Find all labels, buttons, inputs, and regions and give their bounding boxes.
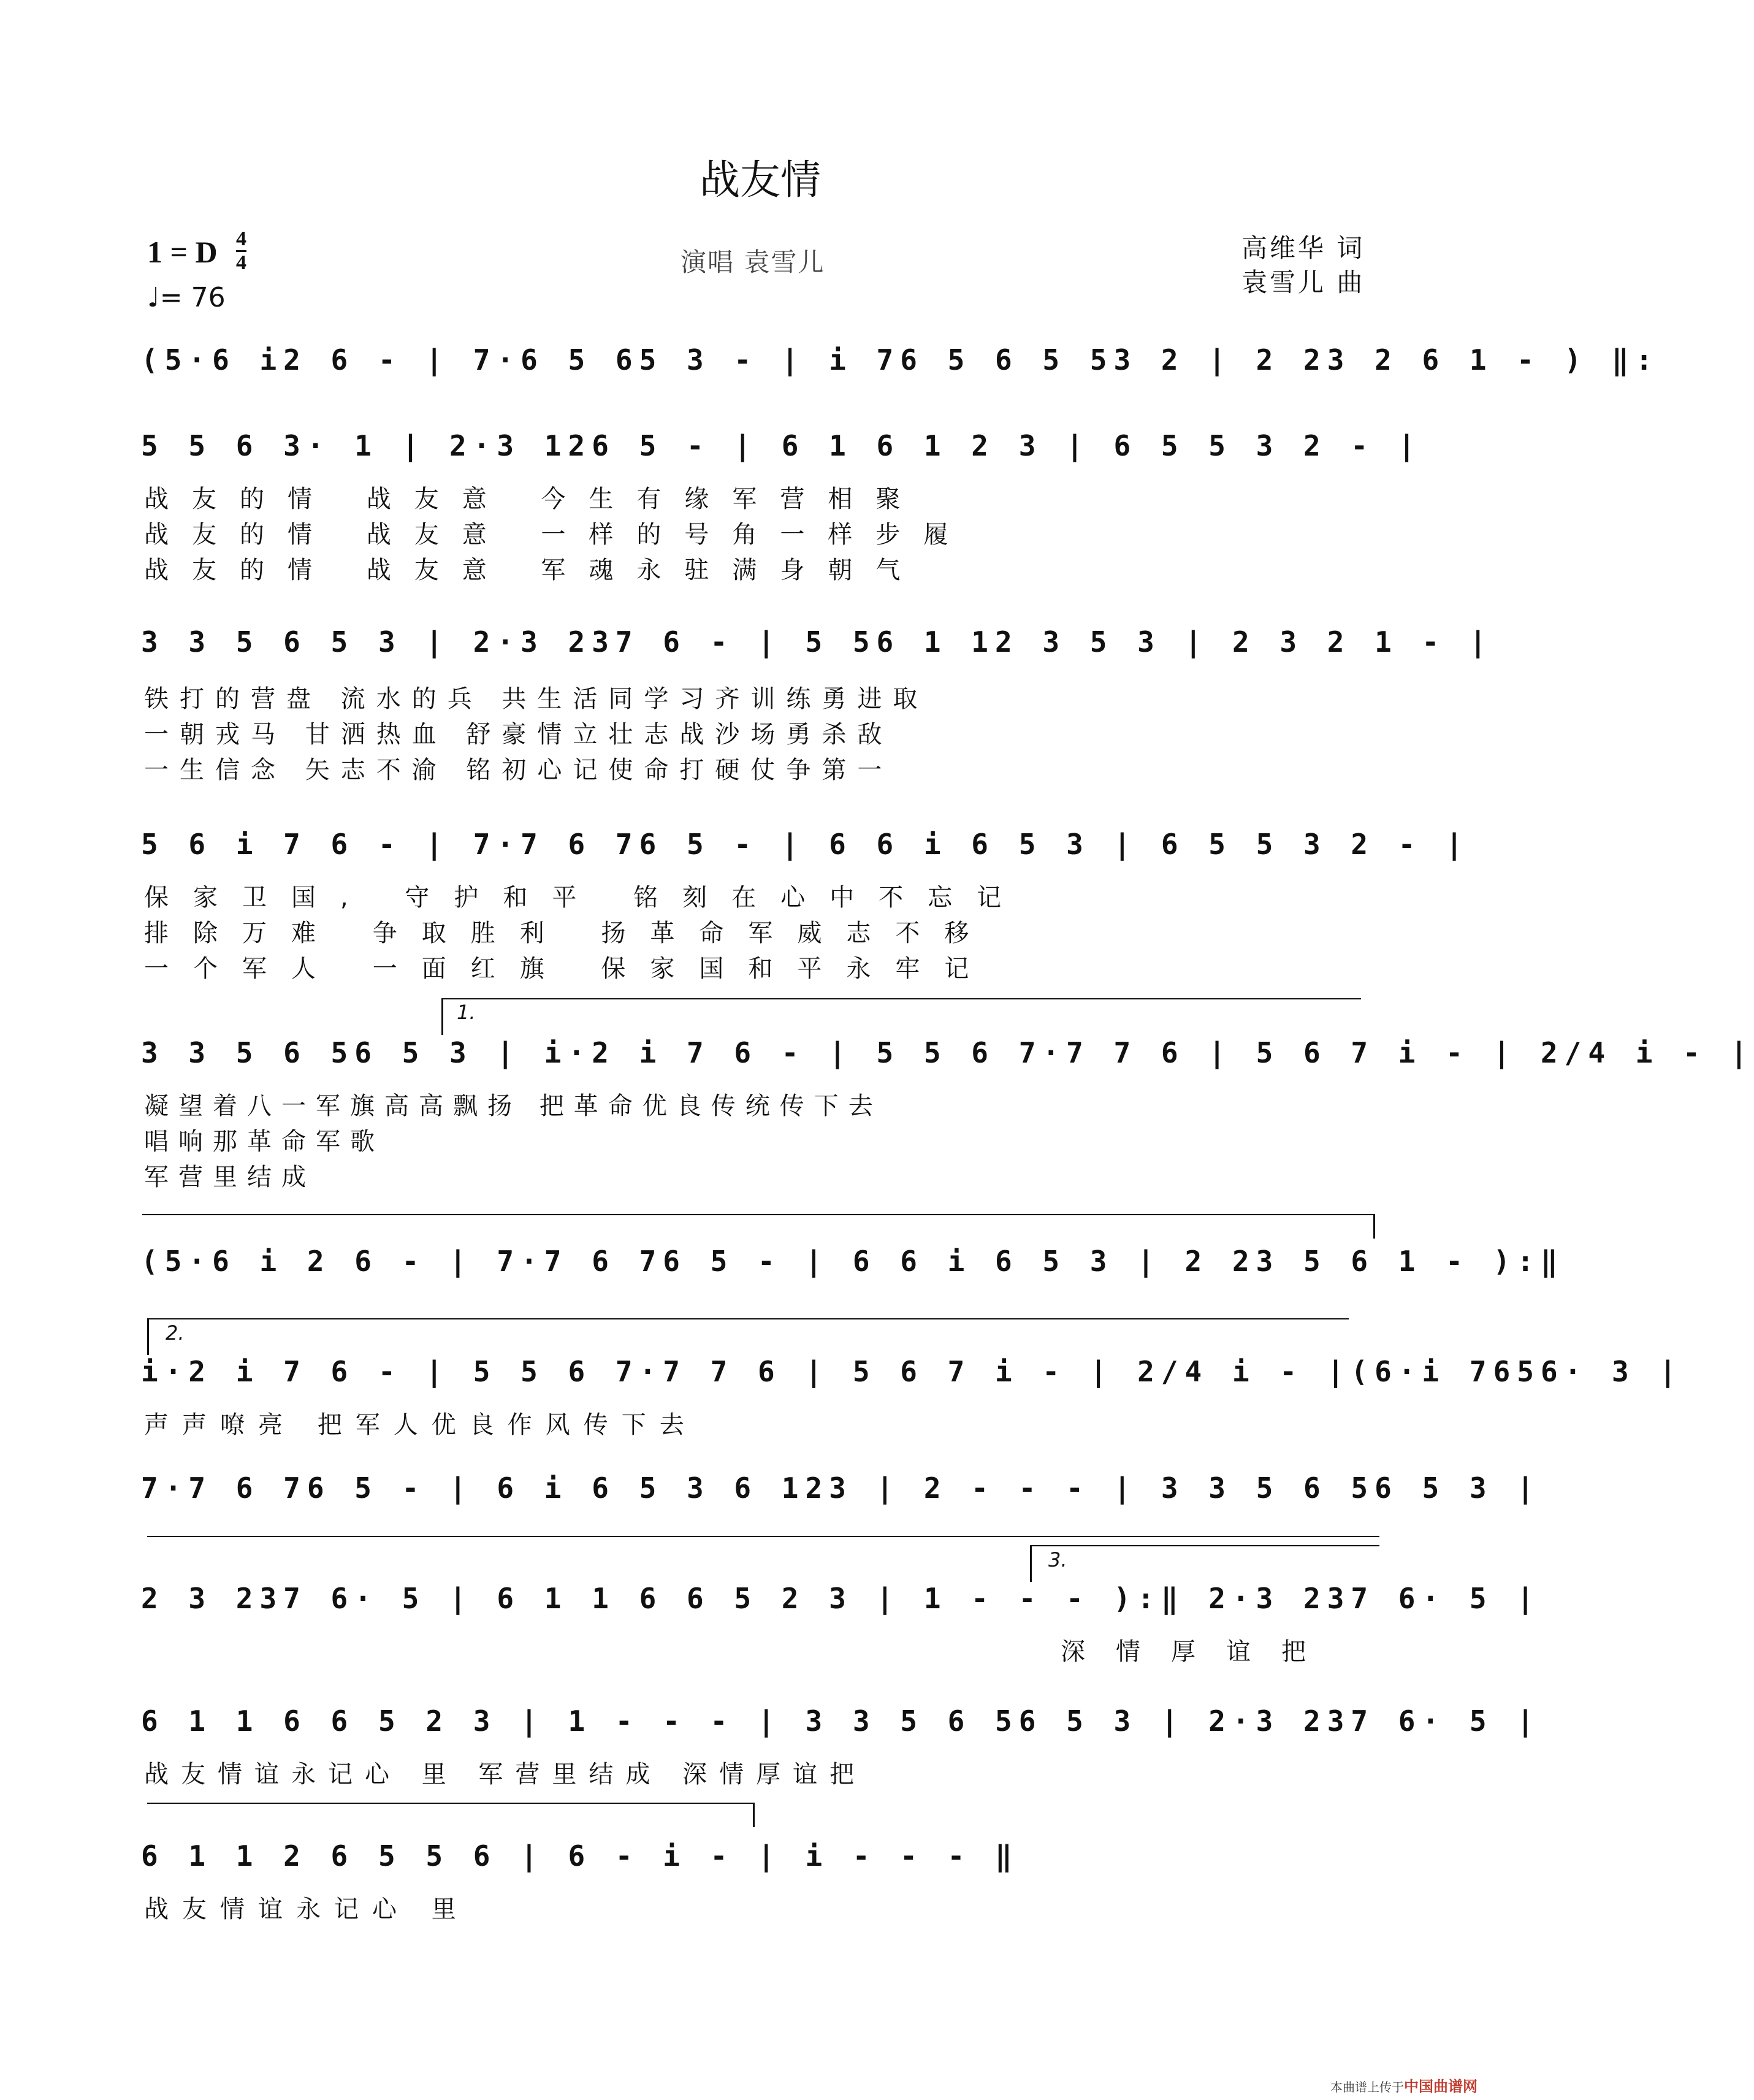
time-signature <box>236 228 246 274</box>
upload-note: 本曲谱上传于 <box>1330 2080 1404 2094</box>
notation-line-5: 3 3 5 6 56 5 3 | i·2 i 7 6 - | 5 5 6 7·7 7 6 | 5 6 7 i - | 2/4 i - | <box>141 1036 1754 1069</box>
volta-2-label: 2. <box>166 1321 185 1345</box>
composer-credit: 袁雪儿 曲 <box>1241 267 1365 297</box>
lyric-s2-verse3: 一生信念 矢志不渝 铭初心记使命打硬仗争第一 <box>144 756 893 784</box>
lyric-s4-verse3: 军营里结成 <box>144 1163 316 1191</box>
notation-line-2: 5 5 6 3· 1 | 2·3 126 5 - | 6 1 6 1 2 3 | 6 5 5 3 2 - | <box>141 429 1422 462</box>
notation-line-1: (5·6 i2 6 - | 7·6 5 65 3 - | i 76 5 6 5 53 2 | 2 23 2 6 1 - ) ‖: <box>141 343 1660 376</box>
site-logo[interactable]: 中国曲谱网 <box>1404 2078 1478 2095</box>
volta-3-bracket <box>1030 1545 1379 1546</box>
page-title: 战友情 <box>700 156 821 204</box>
notation-line-9: 2 3 237 6· 5 | 6 1 1 6 6 5 2 3 | 1 - - - ):‖ 2·3 237 6· 5 | <box>141 1582 1541 1615</box>
lyric-s2-verse1: 铁打的营盘 流水的兵 共生活同学习齐训练勇进取 <box>144 685 929 713</box>
volta-1-label: 1. <box>457 1001 476 1024</box>
interlude-bracket-hook <box>1373 1214 1375 1239</box>
lyric-s9-verse1: 战友情谊永记心 里 军营里结成 深情厚谊把 <box>144 1760 867 1789</box>
lyric-s4-verse2: 唱响那革命军歌 <box>144 1128 384 1156</box>
key-signature: 1 = D <box>147 235 218 269</box>
singer-credit: 演唱 袁雪儿 <box>681 247 825 277</box>
lyric-s1-verse3: 战友的情 战友意 军魂永驻满身朝气 <box>144 556 924 584</box>
lyric-s3-verse3: 一个军人 一面红旗 保家国和平永牢记 <box>144 955 994 983</box>
final-bracket <box>147 1803 754 1804</box>
notation-line-7: i·2 i 7 6 - | 5 5 6 7·7 7 6 | 5 6 7 i - | 2/4 i - |(6·i 7656· 3 | <box>141 1355 1683 1388</box>
lyric-s8-verse1: 深情厚谊把 <box>1061 1638 1336 1666</box>
volta-2-bracket <box>147 1318 1349 1319</box>
lyric-s3-verse1: 保家卫国, 守护和平 铭刻在心中不忘记 <box>144 884 1026 912</box>
notation-line-8: 7·7 6 76 5 - | 6 i 6 5 3 6 123 | 2 - - - | 3 3 5 6 56 5 3 | <box>141 1472 1541 1505</box>
time-numerator: 4 <box>236 227 246 250</box>
notation-line-6: (5·6 i 2 6 - | 7·7 6 76 5 - | 6 6 i 6 5 3 | 2 23 5 6 1 - ):‖ <box>141 1245 1565 1278</box>
lyric-s2-verse2: 一朝戎马 甘洒热血 舒豪情立壮志战沙场勇杀敌 <box>144 720 893 749</box>
lyric-s10-verse1: 战友情谊永记心 里 <box>144 1895 470 1923</box>
notation-line-11: 6 1 1 2 6 5 5 6 | 6 - i - | i - - - ‖ <box>141 1839 1019 1873</box>
lyric-s3-verse2: 排除万难 争取胜利 扬革命军威志不移 <box>144 919 994 947</box>
interlude-bracket <box>142 1214 1375 1215</box>
lyric-s1-verse1: 战友的情 战友意 今生有缘军营相聚 <box>144 485 924 513</box>
lyric-s1-verse2: 战友的情 战友意 一样的号角一样步履 <box>144 521 972 549</box>
volta-3-label: 3. <box>1048 1548 1067 1571</box>
notation-line-3: 3 3 5 6 5 3 | 2·3 237 6 - | 5 56 1 12 3 5 3 | 2 3 2 1 - | <box>141 625 1493 659</box>
time-denominator: 4 <box>236 251 246 274</box>
volta-1-hook <box>441 998 443 1035</box>
volta-2-hook <box>147 1318 149 1355</box>
lyric-s6-verse1: 声声嘹亮 把军人优良作风传下去 <box>144 1411 698 1439</box>
final-bracket-hook <box>753 1803 755 1827</box>
lyricist-credit: 高维华 词 <box>1241 233 1365 263</box>
volta-bracket-line <box>147 1536 1379 1537</box>
lyric-s4-verse1: 凝望着八一军旗高高飘扬 把革命优良传统传下去 <box>144 1092 883 1120</box>
volta-1-bracket <box>441 998 1361 999</box>
notation-line-10: 6 1 1 6 6 5 2 3 | 1 - - - | 3 3 5 6 56 5 3 | 2·3 237 6· 5 | <box>141 1705 1541 1738</box>
notation-line-4: 5 6 i 7 6 - | 7·7 6 76 5 - | 6 6 i 6 5 3 | 6 5 5 3 2 - | <box>141 828 1470 861</box>
tempo-marking: ♩= 76 <box>147 282 226 313</box>
volta-3-hook <box>1030 1545 1032 1582</box>
